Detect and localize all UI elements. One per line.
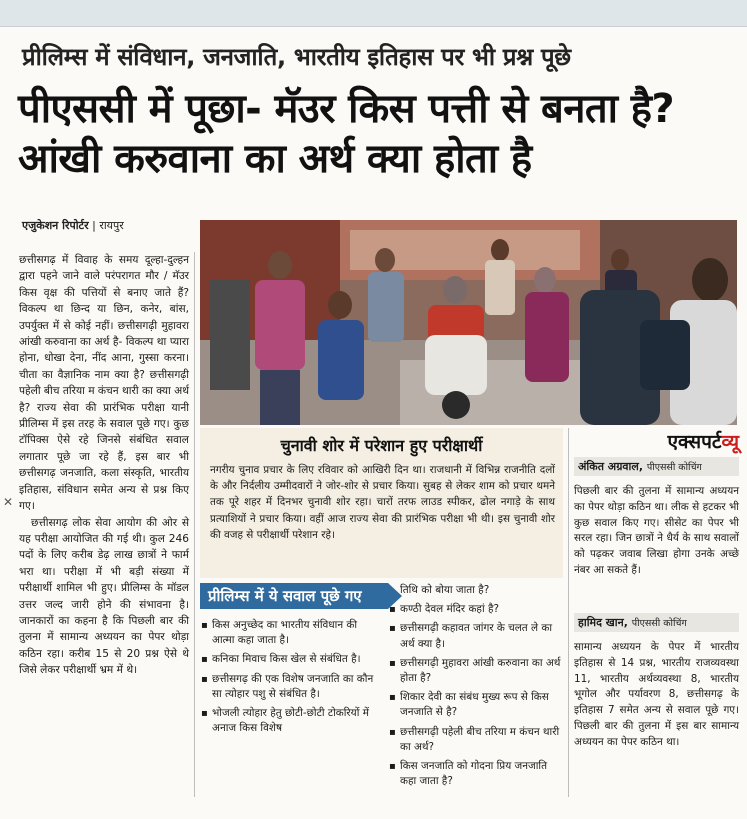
- question-continuation: [388, 583, 564, 598]
- byline-reporter: एजुकेशन रिपोर्टर: [22, 219, 89, 232]
- kicker-line: प्रीलिम्स में संविधान, जनजाति, भारतीय इतिहास पर भी प्रश्न पूछे: [22, 43, 571, 71]
- question-item: [388, 602, 564, 617]
- article-body: [19, 252, 189, 679]
- question-item: [388, 759, 564, 789]
- questions-column-2: [388, 583, 564, 793]
- bullet-icon: ▪: [389, 657, 396, 669]
- bullet-icon: ▪: [389, 604, 396, 616]
- question-item: [200, 706, 380, 736]
- bullet-icon: ▪: [389, 726, 396, 738]
- exam-students-photo: [200, 220, 737, 425]
- column-divider-right: [568, 428, 569, 797]
- question-item: [200, 652, 380, 667]
- question-item: [200, 618, 380, 648]
- expert2-role: पीएससी कोचिंग: [631, 618, 687, 629]
- byline-separator: |: [92, 219, 96, 232]
- article-paragraph-1: छत्तीसगढ़ में विवाह के समय दूल्हा-दुल्हन द्वारा पहने जाने वाले परंपरागत मौर / मॅउर किस वृक्ष की पत्तियों से बनाए जाते हैं? विकल्प था छिन्द या छिन, कनेर, बांस, उपर्युक्त में से कोई नहीं। छत्तीसगढ़ी मुहावरा आंखी करुवाना का अर्थ है- विकल्प था प्यारा होना, धोखा देना, नींद आना, गुस्सा करना। चीता का वैज्ञानिक नाम क्या है? छत्तीसगढ़ी पहेली बीच तरिया म कंचन थारी का क्या अर्थ है? राज्य सेवा की प्रारंभिक परीक्षा यानी प्रीलिम्स में इस तरह के सवाल पूछे गए। कुछ टॉपिक्स ऐसे रहे जिनसे संबंधित सवाल लगातार पूछे जा रहे हैं, इस बार भी छत्तीसगढ़ जनजाति, कला संस्कृति, भारतीय इतिहास, संविधान समेत अन्य से प्रश्न किए गए।: [19, 254, 189, 513]
- expert2-name-bar: [574, 613, 739, 632]
- question-text: शिकार देवी का संबंध मुख्य रूप से किस जनजाति से है?: [400, 691, 549, 719]
- expert-logo-accent: व्यू: [721, 431, 739, 453]
- question-item: [200, 672, 380, 702]
- questions-title: प्रीलिम्स में ये सवाल पूछे गए: [200, 583, 388, 609]
- expert-view-2: [574, 610, 739, 751]
- expert-view-logo: [574, 428, 739, 454]
- column-divider-left: [194, 252, 195, 797]
- bullet-icon: ▪: [389, 761, 396, 773]
- bullet-icon: ▪: [201, 654, 208, 666]
- questions-column-1: [200, 618, 380, 740]
- byline-city: रायपुर: [99, 219, 124, 232]
- question-text: छत्तीसगढ़ी पहेली बीच तरिया म कंचन थारी का अर्थ?: [400, 725, 560, 753]
- headline: पीएससी में पूछा- मॅउर किस पत्ती से बनता है? आंखी करुवाना का अर्थ क्या होता है: [18, 86, 675, 182]
- photo-illustration: [200, 220, 737, 425]
- question-text: छत्तीसगढ़ी मुहावरा आंखी करुवाना का अर्थ होता है?: [400, 656, 561, 685]
- expert-view: [574, 428, 739, 579]
- article-paragraph-2: छत्तीसगढ़ लोक सेवा आयोग की ओर से यह परीक्षा आयोजित की गई थी। कुल 246 पदों के लिए करीब डेढ़ लाख छात्रों ने फार्म भरा था। परीक्षा में भी बड़ी संख्या में परीक्षार्थी शामिल भी हुए। प्रीलिम्स के मॉडल उत्तर जल्द जारी होने की संभावना है। जानकारों का कहना है कि पिछली बार की तुलना में सामान्य अध्ययन का पेपर थोड़ा कठिन रहा। करीब 15 से 20 प्रश्न ऐसे थे जिसे लेकर परीक्षार्थी भ्रम में थे।: [19, 516, 189, 677]
- expert2-name: हामिद खान,: [578, 616, 628, 629]
- expert2-text: सामान्य अध्ययन के पेपर में भारतीय इतिहास से 14 प्रश्न, भारतीय राजव्यवस्था 11, भारतीय अर्थव्यवस्था 8, भारतीय भूगोल और पर्यावरण 8, छत्तीसगढ़ के इतिहास 7 समेत अन्य से सवाल पूछे गए। पिछली बार की तुलना में इस बार सामान्य अध्ययन का पेपर कठिन था।: [574, 641, 739, 748]
- expert1-name-bar: [574, 457, 739, 476]
- top-strip: [0, 0, 747, 27]
- bullet-icon: ▪: [389, 623, 396, 635]
- noise-box-title: चुनावी शोर में परेशान हुए परीक्षार्थी: [280, 436, 483, 455]
- question-text: तिथि को बोया जाता है?: [400, 584, 490, 596]
- question-text: छत्तीसगढ़ की एक विशेष जनजाति का कौन सा त्योहार पशु से संबंधित है।: [212, 672, 374, 700]
- expert1-name: अंकित अग्रवाल,: [578, 460, 644, 473]
- question-text: कनिका मिवाच किस खेल से संबंधित है।: [212, 653, 361, 666]
- bullet-icon: ▪: [201, 673, 208, 685]
- noise-box: [200, 428, 563, 578]
- bullet-icon: ▪: [389, 692, 396, 704]
- cross-mark: ✕: [3, 495, 14, 509]
- expert1-text: पिछली बार की तुलना में सामान्य अध्ययन का पेपर थोड़ा कठिन था। लीक से हटकर भी कुछ सवाल किए गए। सीसेट का पेपर भी सरल रहा। जिन छात्रों ने धैर्य के साथ सवालों को पढ़कर जवाब लिखा होगा उनके अच्छे नंबर आ सकते हैं।: [574, 485, 739, 576]
- question-text: छत्तीसगढ़ी कहावत जांगर के चलत ले का अर्थ क्या है।: [400, 622, 553, 650]
- byline: [22, 218, 124, 233]
- question-text: किस अनुच्छेद का भारतीय संविधान की आत्मा कहा जाता है।: [212, 619, 358, 647]
- bullet-icon: ▪: [201, 708, 208, 720]
- question-item: [388, 621, 564, 651]
- bullet-icon: ▪: [201, 620, 208, 631]
- question-text: कण्ठी देवल मंदिर कहां है?: [400, 603, 499, 616]
- question-item: [388, 656, 564, 686]
- question-text: किस जनजाति को गोदना प्रिय जनजाति कहा जाता है?: [400, 760, 548, 788]
- question-item: [388, 690, 564, 720]
- question-item: [388, 725, 564, 755]
- expert-logo-main: एक्सपर्ट: [667, 431, 722, 453]
- noise-box-body: नगरीय चुनाव प्रचार के लिए रविवार को आखिरी दिन था। राजधानी में विभिन्न राजनीति दलों के और निर्दलीय उम्मीदवारों ने जोर-शोर से प्रचार किया। सुबह से लेकर शाम को प्रचार थमने तक पूरे शहर में दिनभर चुनावी शोर रहा। चारों तरफ लाउड स्पीकर, ढोल नगाड़े के साथ प्रत्याशियों ने प्रचार किया। वहीं आज राज्य सेवा की प्रारंभिक परीक्षा भी थी। इस चुनावी शोर की वजह से परीक्षार्थी परेशान रहे।: [210, 464, 555, 541]
- question-text: भोजली त्योहार हेतु छोटी-छोटी टोकरियों में अनाज किस विशेष: [212, 707, 369, 735]
- expert1-role: पीएससी कोचिंग: [646, 462, 702, 473]
